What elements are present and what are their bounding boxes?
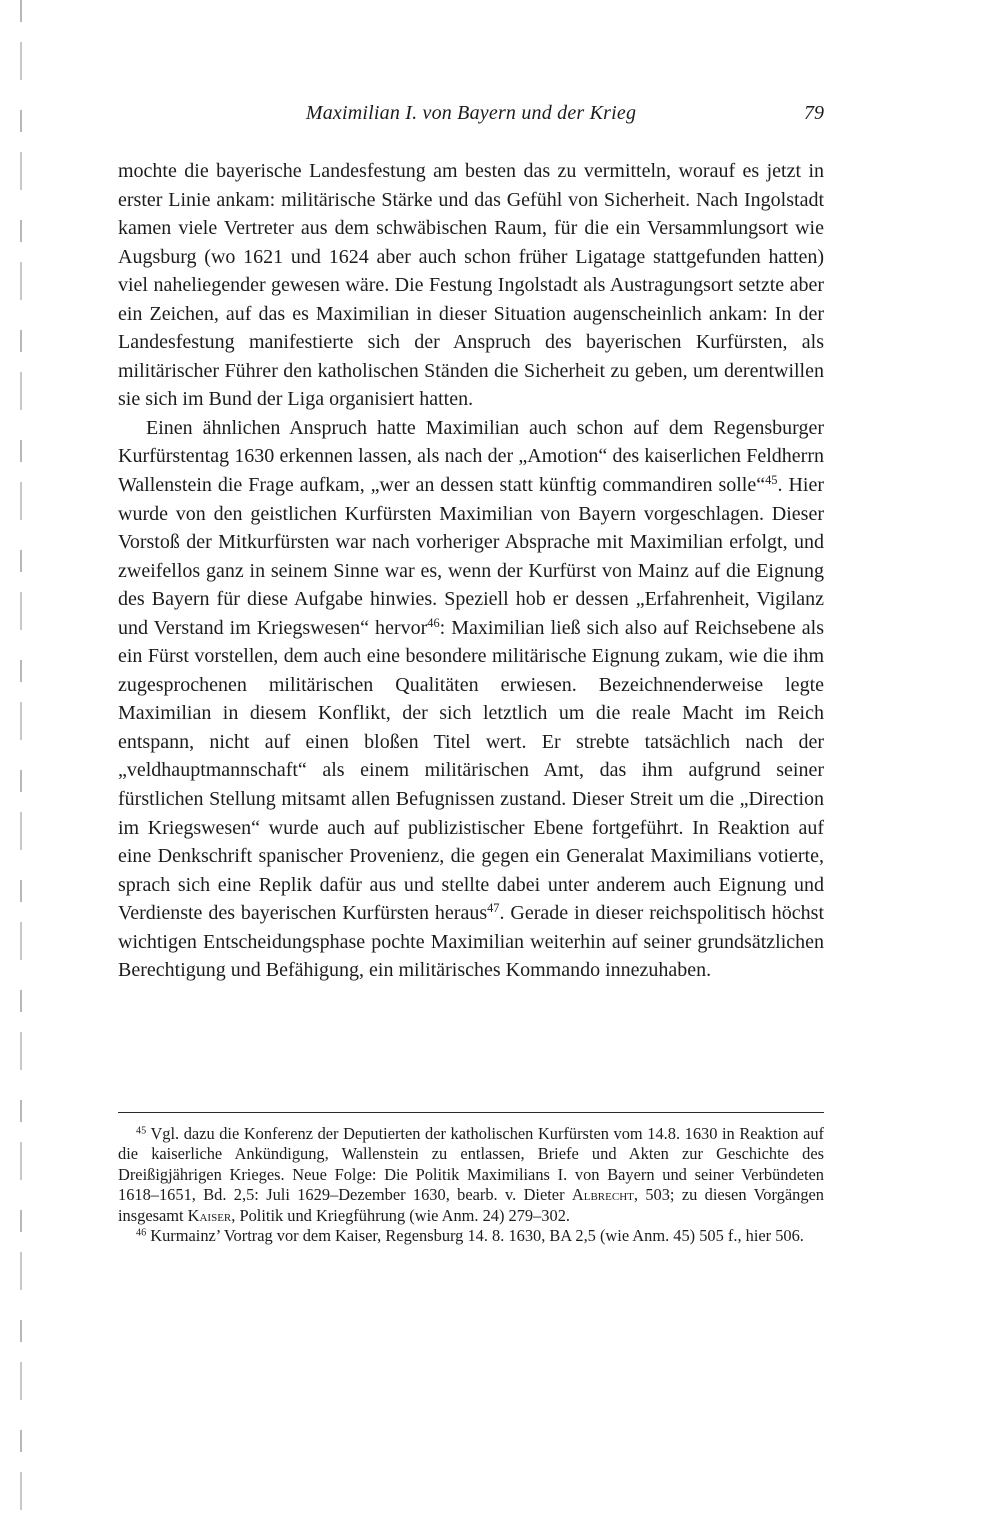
running-head bbox=[118, 102, 824, 134]
footnote-ref-46[interactable]: 46 bbox=[427, 615, 440, 630]
footnote-45-mark: 45 bbox=[136, 1125, 147, 1137]
footnote-45 bbox=[118, 1124, 824, 1226]
paragraph-2 bbox=[118, 414, 824, 985]
footnote-46 bbox=[118, 1226, 824, 1246]
footnote-46-mark: 46 bbox=[136, 1227, 147, 1239]
footnote-45-author-kaiser: Kaiser bbox=[187, 1205, 232, 1225]
running-title: Maximilian I. von Bayern und der Krieg bbox=[305, 102, 637, 124]
paragraph-2-part-d: . Gerade in dieser reichspolitisch höchst wichtigen Entscheidungsphase pochte Maximilian weiterhin auf seiner grundsätzlichen Berechtigung und Befähigung, ein militärisches Kommando innezuhaben. bbox=[118, 902, 825, 982]
main-text bbox=[118, 157, 824, 985]
footnote-45-text-a: Vgl. dazu die Konferenz der Deputierten der katholischen Kurfürsten vom 14.8. 1630 in Reaktion auf die kaiserliche Ankündigung, Wallenstein zu entlassen, Briefe und Akten zur Geschichte des Dreißigjährigen Krieges. Neue Folge: Die Politik Maximilians I. von Bayern und seiner Verbündeten 1618–1651, Bd. 2,5: Juli 1629–Dezember 1630, bearb. v. Dieter bbox=[118, 1124, 824, 1205]
page-number: 79 bbox=[804, 102, 824, 124]
footnote-rule bbox=[118, 1112, 824, 1113]
paragraph-2-part-a: Einen ähnlichen Anspruch hatte Maximilian auch schon auf dem Regensburger Kurfürstentag 1630 erkennen lassen, als nach der „Amotion“ des kaiserlichen Feldherrn Wallenstein die Frage aufkam, „wer an dessen statt künftig commandiren solle“ bbox=[118, 416, 824, 497]
footnote-ref-47[interactable]: 47 bbox=[487, 901, 500, 916]
footnote-46-text: Kurmainz’ Vortrag vor dem Kaiser, Regensburg 14. 8. 1630, BA 2,5 (wie Anm. 45) 505 f., hier 506. bbox=[146, 1226, 804, 1246]
scan-edge bbox=[20, 0, 22, 1518]
footnotes bbox=[118, 1124, 824, 1246]
footnote-45-author-albrecht: Albrecht bbox=[571, 1185, 634, 1205]
paragraph-2-part-b: . Hier wurde von den geistlichen Kurfürsten Maximilian von Bayern vorgeschlagen. Dieser Vorstoß der Mitkurfürsten war nach vorheriger Absprache mit Maximilian erfolgt, und zweifellos ganz in seinem Sinne war es, wenn der Kurfürst von Mainz auf die Eignung des Bayern für diese Aufgabe hinwies. Speziell hob er dessen „Erfahrenheit, Vigilanz und Verstand im Kriegswesen“ hervor bbox=[118, 474, 824, 639]
paragraph-1: mochte die bayerische Landesfestung am besten das zu vermitteln, worauf es jetzt in erster Linie ankam: militärische Stärke und das Gefühl von Sicherheit. Nach Ingolstadt kamen viele Vertreter aus dem schwäbischen Raum, für die ein Versammlungsort wie Augsburg (wo 1621 und 1624 aber auch schon früher Ligatage stattgefunden hatten) viel naheliegender gewesen wäre. Die Festung Ingolstadt als Austragungsort setzte aber ein Zeichen, auf das es Maximilian in dieser Situation augenscheinlich ankam: In der Landesfestung manifestierte sich der Anspruch des bayerischen Kurfürsten, als militärischer Führer den katholischen Ständen die Sicherheit zu geben, um derentwillen sie sich im Bund der Liga organisiert hatten. bbox=[118, 160, 824, 411]
footnote-ref-45[interactable]: 45 bbox=[765, 473, 778, 488]
footnote-45-text-c: , Politik und Kriegführung (wie Anm. 24) 279–302. bbox=[231, 1205, 570, 1225]
paragraph-2-part-c: : Maximilian ließ sich also auf Reichsebene als ein Fürst vorstellen, dem auch eine besondere militärische Eignung zukam, wie die ihm zugesprochenen militärischen Qualitäten erwiesen. Bezeichnenderweise legte Maximilian in diesem Konflikt, der sich letztlich um die reale Macht im Reich entspann, nicht auf einen bloßen Titel wert. Er strebte tatsächlich nach der „veldhauptmannschaft“ als einem militärischen Amt, das ihm aufgrund seiner fürstlichen Stellung mitsamt allen Befugnissen zustand. Dieser Streit um die „Direction im Kriegswesen“ wurde auch auf publizistischer Ebene fortgeführt. In Reaktion auf eine Denkschrift spanischer Provenienz, die gegen ein Generalat Maximilians votierte, sprach sich eine Replik dafür aus und stellte dabei unter anderem auch Eignung und Verdienste des bayerischen Kurfürsten heraus bbox=[118, 616, 824, 925]
footnote-45-text-b: , 503; zu diesen Vorgängen insgesamt bbox=[118, 1185, 824, 1225]
